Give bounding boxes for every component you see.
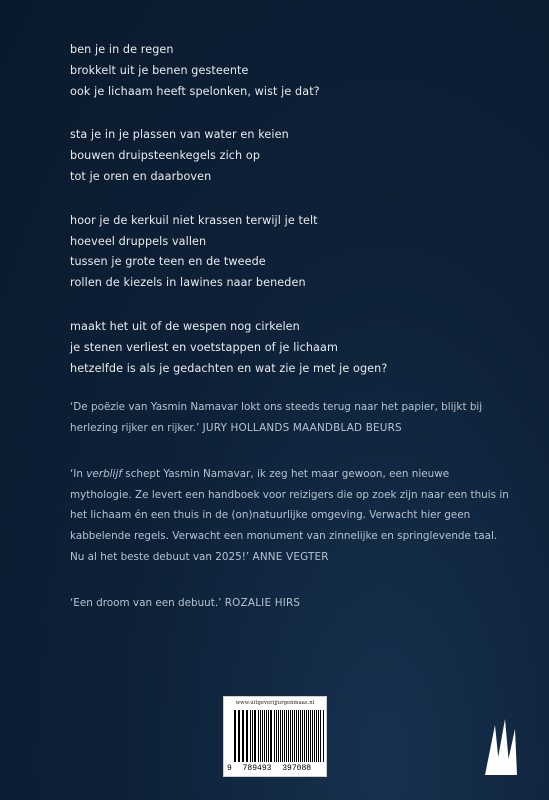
barcode-bar — [260, 710, 261, 762]
barcode-bar — [274, 710, 275, 762]
barcode-bar — [284, 710, 285, 762]
barcode-bar — [266, 710, 267, 762]
barcode-bar — [306, 710, 307, 762]
poem — [70, 40, 530, 402]
barcode-bar — [243, 710, 244, 762]
quote-text: schept Yasmin Namavar, ik zeg het maar gewoon, een nieuwe mythologie. Ze levert een handboek voor reizigers die op zoek zijn naar een thuis in het lichaam én een thuis in de (on)natuurlijke omgeving. Verwacht hier geen kabbelende regels. Verwacht een monument van zinnelijke en springlevende taal. Nu al het beste debuut van 2025!’ — [70, 468, 509, 563]
poem-stanza — [70, 125, 530, 187]
barcode-digits — [227, 764, 323, 773]
barcode-first-digit: 9 — [227, 764, 232, 773]
isbn-barcode — [223, 696, 327, 777]
review-quote-jury — [70, 397, 510, 438]
barcode-bar — [296, 710, 297, 762]
barcode-bar — [250, 710, 251, 762]
quote-text: ‘De poëzie van Yasmin Namavar lokt ons steeds terug naar het papier, blijkt bij herlezing rijker en rijker.’ — [70, 401, 483, 434]
barcode-group-1: 789493 — [242, 764, 272, 773]
barcode-bar — [290, 710, 291, 762]
book-title: verblijf — [86, 468, 122, 481]
barcode-bar — [282, 710, 283, 762]
poem-stanza — [70, 40, 530, 102]
poem-line: hoor je de kerkuil niet krassen terwijl je telt — [70, 213, 318, 227]
quote-source: ANNE VEGTER — [252, 550, 329, 563]
poem-line: hetzelfde is als je gedachten en wat zie je met je ogen? — [70, 361, 388, 375]
poem-line: hoeveel druppels vallen — [70, 234, 207, 248]
poem-line: ook je lichaam heeft spelonken, wist je dat? — [70, 84, 320, 98]
poem-line: rollen de kiezels in lawines naar beneden — [70, 276, 306, 290]
review-quote-vegter — [70, 464, 510, 567]
poem-line: brokkelt uit je benen gesteente — [70, 63, 249, 77]
poem-line: tussen je grote teen en de tweede — [70, 255, 266, 269]
barcode-bar — [320, 710, 321, 762]
barcode-bar — [302, 710, 303, 762]
publisher-url: www.uitgeverijjurgenmaas.nl — [235, 700, 315, 706]
quote-source: JURY HOLLANDS MAANDBLAD BEURS — [202, 421, 402, 434]
quote-source: ROZALIE HIRS — [224, 597, 301, 610]
poem-stanza — [70, 211, 530, 294]
barcode-bar — [271, 710, 272, 762]
quote-prefix: ‘In — [70, 468, 87, 481]
barcode-group-2: 397088 — [282, 764, 312, 773]
poem-line: ben je in de regen — [70, 43, 174, 56]
review-quote-hirs — [70, 593, 510, 614]
barcode-bar — [247, 710, 248, 762]
poem-stanza — [70, 317, 530, 379]
barcode-bars — [234, 710, 324, 762]
barcode-bar — [312, 710, 313, 762]
publisher-logo-icon — [483, 719, 517, 775]
poem-line: tot je oren en daarboven — [70, 169, 212, 183]
poem-line: sta je in je plassen van water en keien — [70, 128, 289, 142]
barcode-bar — [238, 710, 239, 762]
barcode-bar — [318, 710, 319, 762]
review-quotes — [70, 397, 510, 640]
poem-line: maakt het uit of de wespen nog cirkelen — [70, 319, 300, 333]
poem-line: bouwen druipsteenkegels zich op — [70, 149, 261, 163]
quote-text: ‘Een droom van een debuut.’ — [70, 597, 222, 610]
barcode-bar — [258, 710, 259, 762]
poem-line: je stenen verliest en voetstappen of je lichaam — [70, 340, 338, 354]
